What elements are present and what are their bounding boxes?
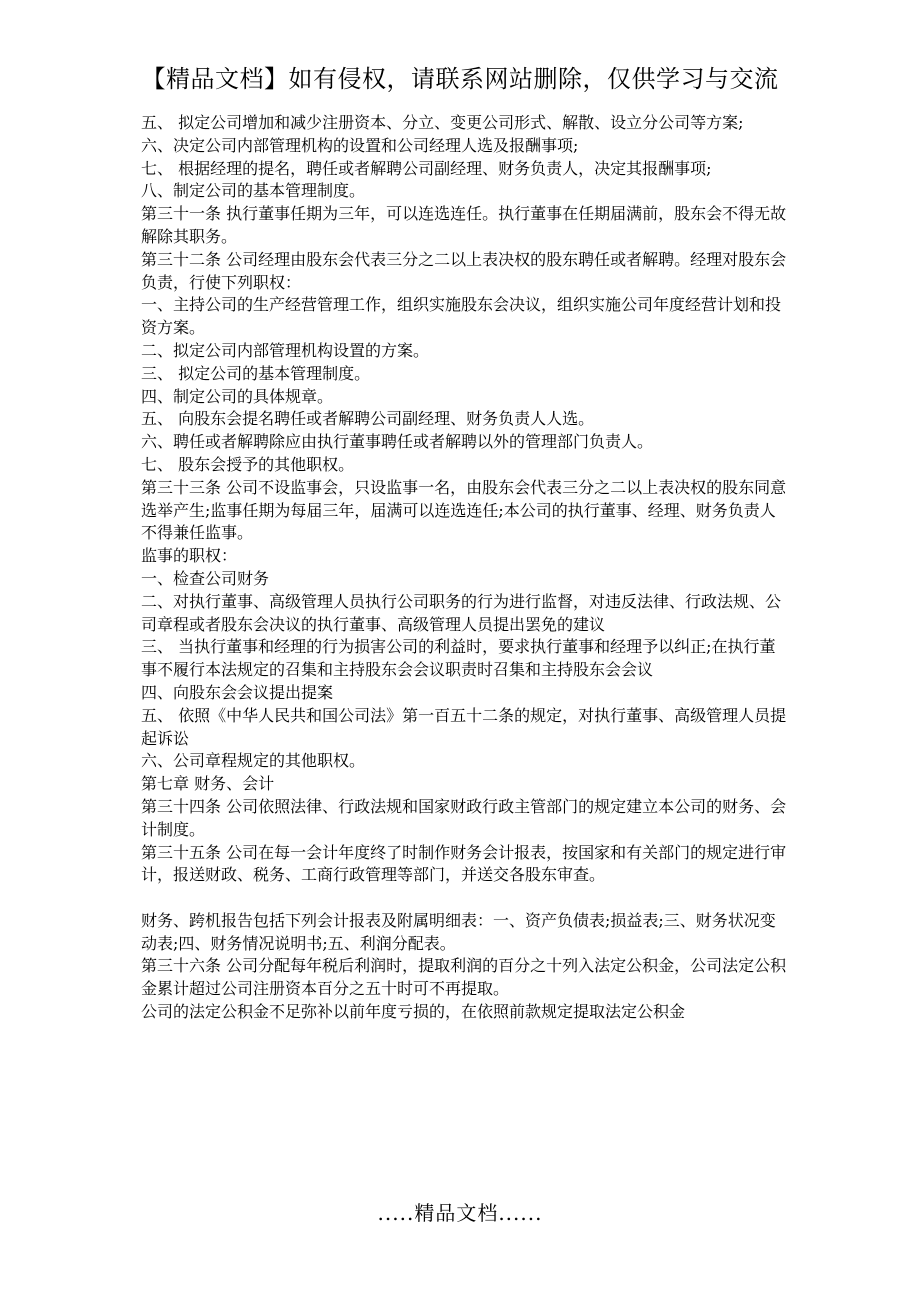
paragraph-item: 四、向股东会会议提出提案 bbox=[141, 682, 334, 702]
paragraph-item: 八、制定公司的基本管理制度。 bbox=[141, 181, 366, 201]
chapter-heading: 第七章 财务、会计 bbox=[141, 774, 275, 794]
paragraph-item: 六、决定公司内部管理机构的设置和公司经理人选及报酬事项; bbox=[141, 135, 579, 155]
paragraph-item: 六、聘任或者解聘除应由执行董事聘任或者解聘以外的管理部门负责人。 bbox=[141, 432, 654, 452]
paragraph-item: 五、 依照《中华人民共和国公司法》第一百五十二条的规定，对执行董事、高级管理人员提起诉讼 bbox=[141, 705, 787, 748]
paragraph-item: 第三十五条 公司在每一会计年度终了时制作财务会计报表，按国家和有关部门的规定进行审计，报送财政、税务、工商行政管理等部门，并送交各股东审查。 bbox=[141, 842, 787, 885]
blank-line bbox=[141, 887, 791, 910]
page-header: 【精品文档】如有侵权，请联系网站删除，仅供学习与交流 bbox=[141, 65, 779, 93]
paragraph-item: 第三十二条 公司经理由股东会代表三分之二以上表决权的股东聘任或者解聘。经理对股东会负责，行使下列职权： bbox=[141, 249, 787, 292]
paragraph-item: 四、制定公司的具体规章。 bbox=[141, 386, 334, 406]
document-body bbox=[141, 112, 791, 1024]
paragraph-item: 三、 拟定公司的基本管理制度。 bbox=[141, 363, 371, 383]
paragraph-item: 第三十六条 公司分配每年税后利润时，提取利润的百分之十列入法定公积金，公司法定公积金累计超过公司注册资本百分之五十时可不再提取。 bbox=[141, 956, 787, 999]
paragraph-item: 第三十三条 公司不设监事会，只设监事一名，由股东会代表三分之二以上表决权的股东同意选举产生;监事任期为每届三年，届满可以连选连任;本公司的执行董事、经理、财务负责人不得兼任监事。 bbox=[141, 477, 787, 543]
page-footer: .....精品文档...... bbox=[377, 1201, 543, 1225]
paragraph-item: 一、主持公司的生产经营管理工作，组织实施股东会决议，组织实施公司年度经营计划和投资方案。 bbox=[141, 295, 782, 338]
paragraph-item: 第三十四条 公司依照法律、行政法规和国家财政行政主管部门的规定建立本公司的财务、会计制度。 bbox=[141, 796, 787, 839]
paragraph-item: 二、拟定公司内部管理机构设置的方案。 bbox=[141, 340, 430, 360]
paragraph-item: 二、对执行董事、高级管理人员执行公司职务的行为进行监督，对违反法律、行政法规、公司章程或者股东会决议的执行董事、高级管理人员提出罢免的建议 bbox=[141, 591, 782, 634]
paragraph-item: 七、 根据经理的提名，聘任或者解聘公司副经理、财务负责人，决定其报酬事项; bbox=[141, 158, 712, 178]
paragraph-item: 三、 当执行董事和经理的行为损害公司的利益时，要求执行董事和经理予以纠正;在执行董事不履行本法规定的召集和主持股东会会议职责时召集和主持股东会会议 bbox=[141, 637, 776, 680]
paragraph-item: 五、 拟定公司增加和减少注册资本、分立、变更公司形式、解散、设立分公司等方案; bbox=[141, 113, 744, 132]
paragraph-item: 五、 向股东会提名聘任或者解聘公司副经理、财务负责人人选。 bbox=[141, 409, 595, 429]
paragraph-item: 七、 股东会授予的其他职权。 bbox=[141, 454, 355, 474]
paragraph-item: 第三十一条 执行董事任期为三年，可以连选连任。执行董事在任期届满前，股东会不得无故解除其职务。 bbox=[141, 204, 787, 246]
paragraph-item: 财务、跨机报告包括下列会计报表及附属明细表：一、资产负债表;损益表;三、财务状况变动表;四、财务情况说明书;五、利润分配表。 bbox=[141, 910, 776, 953]
paragraph-item: 公司的法定公积金不足弥补以前年度亏损的，在依照前款规定提取法定公积金 bbox=[141, 1002, 686, 1022]
paragraph-item: 一、检查公司财务 bbox=[141, 568, 270, 588]
paragraph-item: 监事的职权： bbox=[141, 546, 238, 566]
paragraph-item: 六、公司章程规定的其他职权。 bbox=[141, 751, 366, 771]
